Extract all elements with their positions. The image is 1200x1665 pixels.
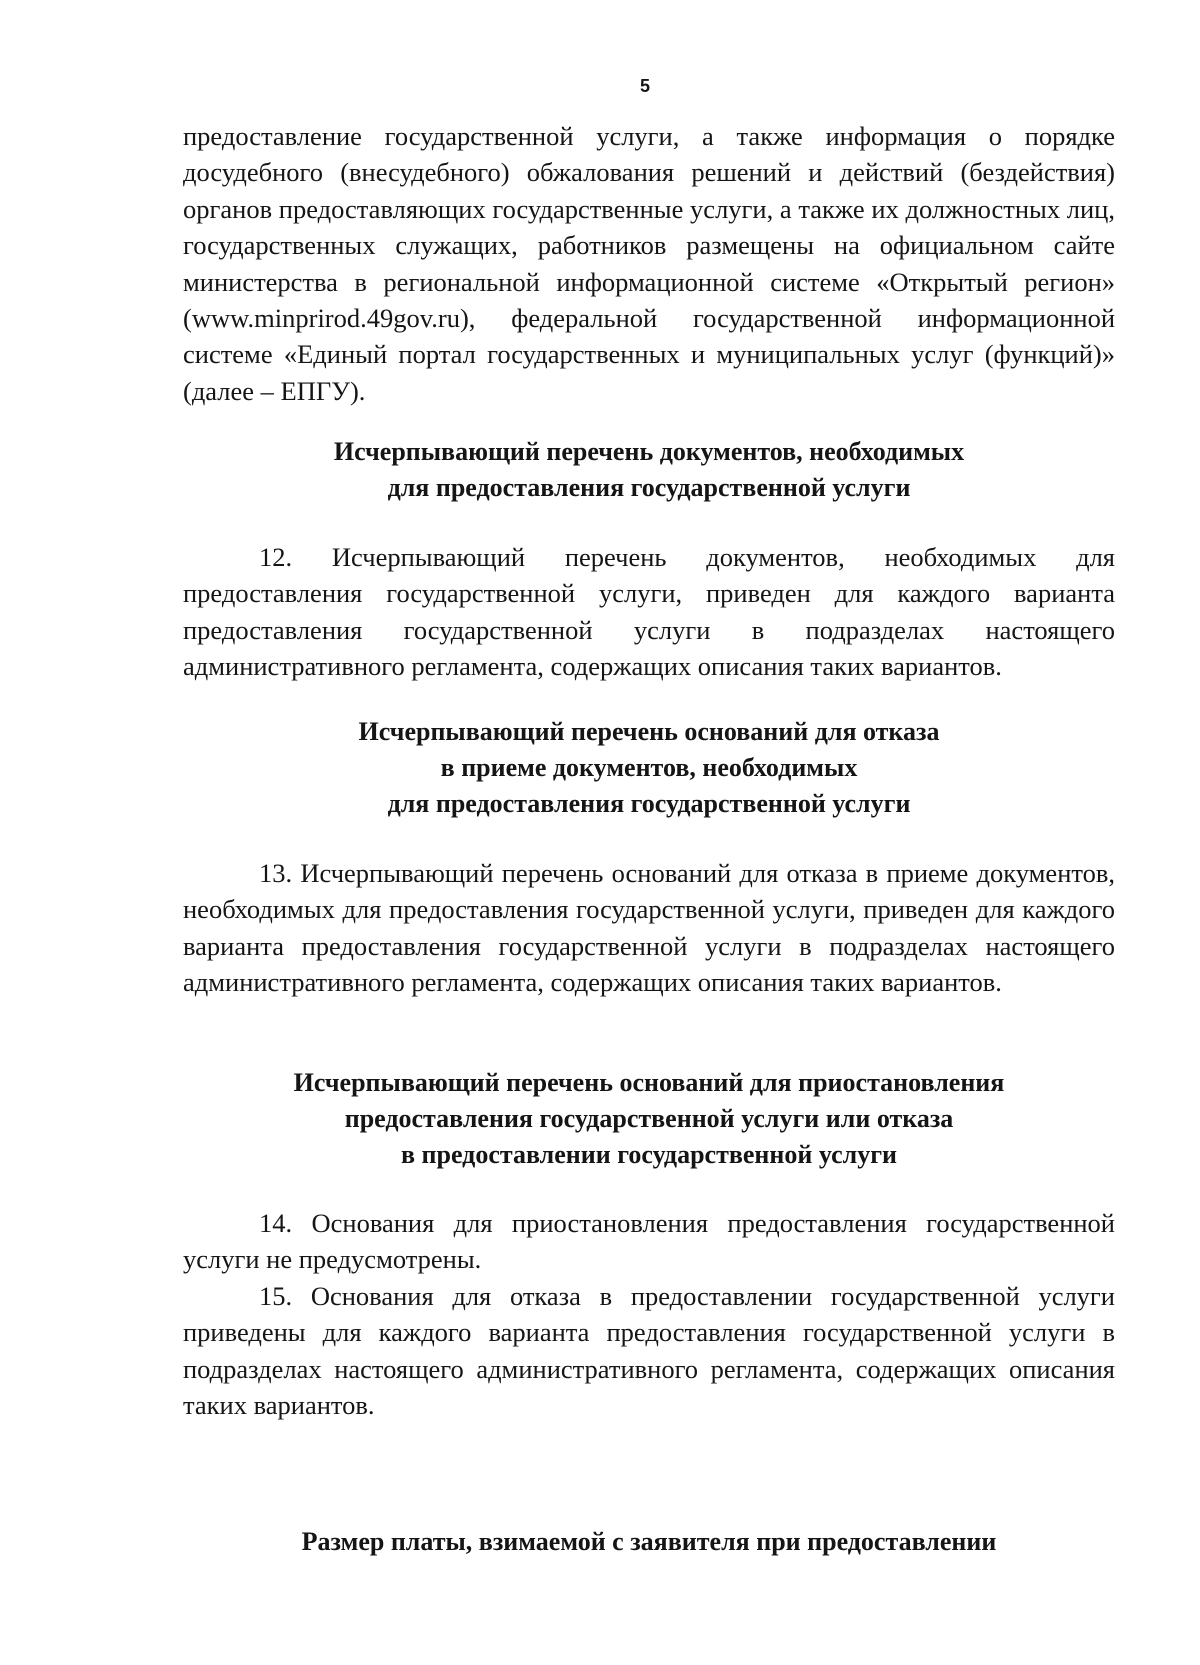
heading-fee — [183, 1524, 1115, 1560]
heading-line: для предоставления государственной услуги — [387, 789, 911, 818]
paragraph-14: 14. Основания для приостановления предоставления государственной услуги не предусмотрены. — [183, 1208, 1115, 1275]
heading-documents — [183, 434, 1115, 506]
page-number: 5 — [639, 76, 650, 96]
heading-refusal-acceptance — [183, 714, 1115, 822]
heading-line: для предоставления государственной услуги — [387, 473, 911, 502]
heading-line: Исчерпывающий перечень оснований для приостановления — [293, 1068, 1005, 1097]
heading-line: Исчерпывающий перечень оснований для отказа — [358, 717, 940, 746]
heading-line: Исчерпывающий перечень документов, необходимых — [333, 437, 965, 466]
heading-line: в приеме документов, необходимых — [440, 753, 858, 782]
intro-paragraph: предоставление государственной услуги, а также информация о порядке досудебного (внесудебного) обжалования решений и действий (бездействия) органов предоставляющих государственные услуги, а также их должностных лиц, государственных служащих, работников размещены на официальном сайте министерства в региональной информационной системе «Открытый регион» (www.minprirod.49gov.ru), федеральной государственной информационной системе «Единый портал государственных и муниципальных услуг (функций)» (далее – ЕПГУ). — [183, 121, 1115, 406]
heading-line: предоставления государственной услуги или отказа — [344, 1104, 954, 1133]
paragraph-12: 12. Исчерпывающий перечень документов, необходимых для предоставления государственной услуги, приведен для каждого варианта предоставления государственной услуги в подразделах настоящего административного регламента, содержащих описания таких вариантов. — [183, 542, 1115, 682]
heading-line: в предоставлении государственной услуги — [400, 1140, 897, 1169]
heading-line: Размер платы, взимаемой с заявителя при предоставлении — [301, 1527, 997, 1556]
paragraph-13: 13. Исчерпывающий перечень оснований для отказа в приеме документов, необходимых для предоставления государственной услуги, приведен для каждого варианта предоставления государственной услуги в подразделах настоящего административного регламента, содержащих описания таких вариантов. — [183, 858, 1115, 998]
paragraph-15: 15. Основания для отказа в предоставлении государственной услуги приведены для каждого варианта предоставления государственной услуги в подразделах настоящего административного регламента, содержащих описания таких вариантов. — [183, 1281, 1115, 1421]
heading-suspension — [183, 1065, 1115, 1173]
